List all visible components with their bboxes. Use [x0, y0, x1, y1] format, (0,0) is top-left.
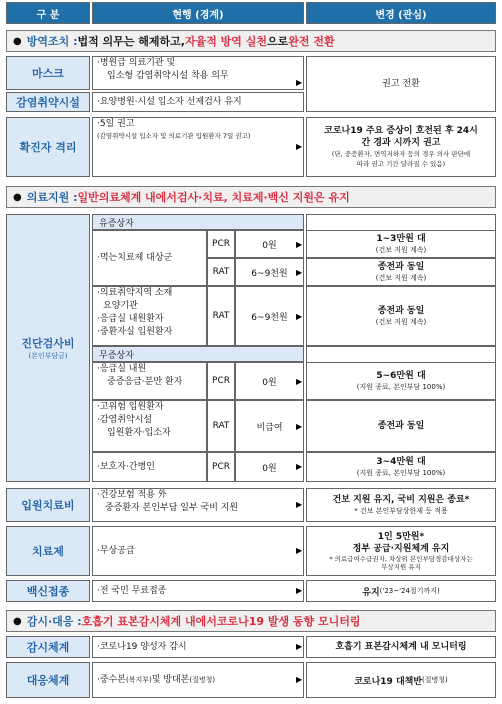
arrow-right-icon: ▶: [296, 642, 303, 651]
row-hosp-change: [306, 488, 496, 522]
cell-text: 코로나19 주요 증상이 호전된 후 24시: [324, 126, 478, 136]
cell-text: 입소형 감염취약시설 착용 의무: [107, 71, 229, 81]
row-surv-current: [92, 636, 304, 658]
row-resp-change: [306, 662, 496, 698]
g3-pcr: [207, 362, 235, 400]
row-surv-change: [306, 636, 496, 658]
cell-note: (복지부): [125, 676, 152, 684]
g5-change: [306, 452, 496, 482]
test-type: RAT: [212, 421, 230, 431]
arrow-right-icon: ▶: [296, 586, 303, 595]
row-diag-label: [6, 214, 90, 482]
row-mask-current: [92, 56, 304, 90]
cell-note: 따라 권고 기간 달라질 수 있음): [356, 160, 446, 168]
g5-who: [92, 452, 207, 482]
row-isolation-current: [92, 117, 304, 177]
cell-text: ·무상공급: [97, 545, 135, 556]
cell-note: (지원 종료, 본인부담 100%): [356, 383, 446, 391]
cell-text: 간 경과 시까지 권고: [361, 138, 441, 148]
cell-text: 유지: [362, 587, 380, 598]
row-mask-change: [306, 56, 496, 112]
row-label: 치료제: [32, 545, 64, 558]
row-label: 감시체계: [26, 641, 70, 654]
row-resp-label: [6, 662, 90, 698]
g1-pcr-cost: [235, 230, 304, 258]
g5-pcr-cost: [235, 452, 304, 482]
g1-rat-cost: [235, 258, 304, 286]
arrow-right-icon: ▶: [296, 675, 303, 684]
arrow-right-icon: ▶: [296, 422, 303, 431]
section-title: 감시·대응 :: [26, 615, 82, 628]
cell-text: ·감염취약시설: [97, 415, 153, 425]
cell-text: 5~6만원 대: [376, 371, 426, 381]
cell-note: ('23~'24절기까지): [379, 587, 440, 595]
header-change-label: 변경 (관심): [375, 9, 427, 21]
cell-text: 권고 전환: [382, 79, 420, 89]
arrow-right-icon: ▶: [296, 462, 303, 471]
row-label: 대응체계: [26, 674, 70, 687]
bullet-icon: ●: [13, 615, 22, 627]
header-category: [6, 2, 90, 24]
cell-text: ·의료취약지역 소재: [97, 288, 173, 298]
cell-text: ·중환자실 입원환자: [97, 327, 173, 337]
cell-text: ·병원급 의료기관 및: [97, 58, 176, 68]
header-category-label: 구 분: [36, 9, 60, 21]
section-text: 으로: [267, 35, 289, 48]
row-mask-label: [6, 56, 90, 90]
cell-text: ·고위험 입원환자: [97, 402, 164, 412]
cell-text: 종전과 동일: [377, 262, 425, 272]
section-title: 의료지원 :: [26, 191, 78, 204]
section-quarantine: [6, 30, 496, 52]
cost: 6~9천원: [251, 312, 288, 323]
row-isolation-change: [306, 117, 496, 177]
section-highlight: 호흡기 표본감시체계 내에서: [81, 615, 217, 628]
cell-note: 무상지원 유지: [381, 563, 421, 571]
cell-text: ·응급실 내원: [97, 364, 147, 374]
asymptomatic-header: [92, 346, 304, 362]
arrow-right-icon: ▶: [296, 500, 303, 509]
row-hosp-current: [92, 488, 304, 522]
cell-note: (지원 종료, 본인부담 100%): [356, 469, 446, 477]
row-label: 확진자 격리: [19, 141, 77, 154]
row-vaccine-current: [92, 580, 304, 602]
cell-note: (감염취약시설 입소자 및 의료기관 입원환자 7일 권고): [97, 132, 251, 140]
section-highlight: 일반의료체계 내에서: [77, 191, 177, 204]
cell-note: (단, 중증환자, 면역저하자 등의 경우 의사 판단에: [331, 150, 471, 158]
test-type: RAT: [212, 267, 230, 277]
arrow-right-icon: ▶: [296, 377, 303, 386]
cell-note: (질병청): [422, 676, 448, 684]
section-title: 방역조치 :: [26, 35, 78, 48]
row-sublabel: (본인부담금): [28, 352, 68, 360]
g1-rat: [207, 258, 235, 286]
cell-text: 코로나19 대책반: [354, 676, 423, 687]
g2-change: [306, 286, 496, 346]
section-highlight: 코로나19 발생 동향 모니터링: [216, 615, 361, 628]
arrow-right-icon: ▶: [296, 268, 303, 277]
g4-who: [92, 400, 207, 452]
row-vuln-current: [92, 92, 304, 112]
arrow-right-icon: ▶: [296, 240, 303, 249]
row-vaccine-change: [306, 580, 496, 602]
g2-rat: [207, 286, 235, 346]
test-type: PCR: [212, 462, 230, 472]
blank-cell: [306, 346, 496, 362]
cost: 6~9천원: [251, 268, 288, 279]
cell-text: ·전 국민 무료접종: [97, 585, 167, 596]
row-label: 입원치료비: [21, 499, 75, 512]
cell-text: ·요양병원·시설 입소자 선제검사 유지: [97, 96, 242, 107]
g1-change-rat: [306, 258, 496, 286]
cost: 0원: [262, 240, 277, 251]
cell-text: ·응급실 내원환자: [97, 314, 164, 324]
cell-text: 중증환자 본인부담 일부 국비 지원: [105, 503, 239, 513]
sub-label: 유증상자: [99, 218, 134, 229]
cell-text: 1~3만원 대: [376, 234, 426, 244]
cell-text: 호흡기 표본감시체계 내 모니터링: [335, 642, 467, 652]
cell-text: 입원환자·입소자: [107, 428, 171, 438]
g3-change: [306, 362, 496, 400]
g4-rat: [207, 400, 235, 452]
g2-who: [92, 286, 207, 346]
row-label: 감염취약시설: [16, 96, 80, 109]
header-current-label: 현행 (경계): [172, 9, 224, 21]
cell-note: (건보 지원 계속): [375, 318, 427, 326]
cell-text: ·건강보험 적용 外: [97, 490, 167, 500]
row-vaccine-label: [6, 580, 90, 602]
g2-rat-cost: [235, 286, 304, 346]
arrow-right-icon: ▶: [296, 78, 303, 87]
cell-text: 요양기관: [103, 301, 138, 311]
row-label: 마스크: [32, 67, 64, 80]
row-surv-label: [6, 636, 90, 658]
cell-text: 및 방대본: [151, 674, 190, 685]
test-type: RAT: [212, 311, 230, 321]
row-isolation-label: [6, 117, 90, 177]
cell-note: (건보 지원 계속): [375, 274, 427, 282]
cell-text: 종전과 동일: [377, 306, 425, 316]
cell-note: (질병청): [189, 676, 216, 684]
cell-text: ·보호자·간병인: [97, 461, 155, 472]
row-hosp-label: [6, 488, 90, 522]
cell-text: ·5일 권고: [97, 119, 135, 129]
blank-cell: [306, 214, 496, 230]
arrow-right-icon: ▶: [296, 142, 303, 151]
g3-who: [92, 362, 207, 400]
row-label: 백신접종: [26, 585, 70, 598]
cell-text: 3~4만원 대: [376, 457, 426, 467]
row-vuln-label: [6, 92, 90, 112]
section-monitoring: [6, 610, 496, 632]
header-change: [306, 2, 496, 24]
g1-who: [92, 230, 207, 286]
section-highlight: 완전 전환: [288, 35, 335, 48]
g5-pcr: [207, 452, 235, 482]
cell-note: * 건보 본인부담상한제 등 적용: [354, 507, 448, 515]
cost: 0원: [262, 377, 277, 388]
bullet-icon: ●: [13, 191, 22, 203]
cell-text: 중증응급·분만 환자: [107, 377, 183, 387]
g4-rat-cost: [235, 400, 304, 452]
cost: 0원: [262, 463, 277, 474]
cell-text: ·코로나19 양성자 감시: [97, 641, 187, 652]
row-treat-label: [6, 526, 90, 576]
g1-pcr: [207, 230, 235, 258]
symptomatic-header: [92, 214, 304, 230]
row-treat-change: [306, 526, 496, 576]
cell-text: 종전과 동일: [377, 421, 425, 431]
section-text: 법적 의무는 해제하고,: [77, 35, 185, 48]
g4-change: [306, 400, 496, 452]
cell-note: (건보 지원 계속): [375, 246, 427, 254]
cell-text: 1인 5만원*: [377, 532, 425, 542]
arrow-right-icon: ▶: [296, 546, 303, 555]
test-type: PCR: [212, 376, 230, 386]
section-highlight: 자율적 방역 실천: [184, 35, 267, 48]
section-highlight: 검사·치료, 치료제·백신 지원은 유지: [176, 191, 350, 204]
g1-change-pcr: [306, 230, 496, 258]
sub-label: 무증상자: [99, 350, 134, 361]
cost: 비급여: [256, 422, 283, 433]
row-resp-current: [92, 662, 304, 698]
arrow-right-icon: ▶: [296, 312, 303, 321]
cell-text: 건보 지원 유지, 국비 지원은 종료*: [332, 495, 470, 505]
row-label: 진단검사비: [21, 337, 75, 350]
cell-text: 정부 공급·지원체계 유지: [352, 544, 450, 554]
cell-text: ·중수본: [97, 674, 126, 685]
cell-note: * 의료급여수급권자, 차상위 본인부담경감대상자는: [329, 555, 473, 563]
row-treat-current: [92, 526, 304, 576]
header-current: [92, 2, 304, 24]
g3-pcr-cost: [235, 362, 304, 400]
section-medical: [6, 186, 496, 208]
test-type: PCR: [212, 239, 230, 249]
bullet-icon: ●: [13, 35, 22, 47]
cell-text: ·먹는치료제 대상군: [97, 252, 173, 263]
